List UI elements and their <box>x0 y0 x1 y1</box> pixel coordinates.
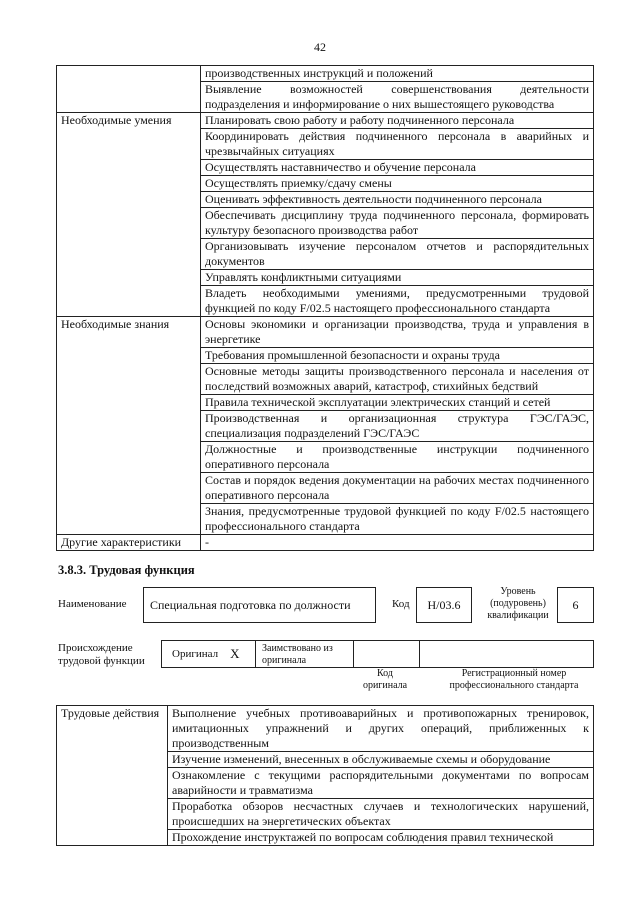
level-value-box <box>557 587 594 623</box>
actions-item: Прохождение инструктажей по вопросам соблюдения правил технической <box>168 830 594 846</box>
section-title: 3.8.3. Трудовая функция <box>58 563 195 577</box>
borrowed-label: Заимствовано из оригинала <box>262 643 333 666</box>
skills-item: Организовывать изучение персоналом отчетов и распорядительных документов <box>201 239 594 270</box>
name-value-box <box>143 587 376 623</box>
skills-knowledge-table <box>56 65 594 551</box>
skills-item: Владеть необходимыми умениями, предусмотренными трудовой функцией по коду F/02.5 настоящего профессионального стандарта <box>201 286 594 317</box>
knowledge-item: Требования промышленной безопасности и охраны труда <box>201 348 594 364</box>
skills-item: Управлять конфликтными ситуациями <box>201 270 594 286</box>
name-value: Специальная подготовка по должности <box>150 597 351 612</box>
knowledge-item: Правила технической эксплуатации электрических станций и сетей <box>201 395 594 411</box>
actions-label: Трудовые действия <box>57 706 168 846</box>
skills-label: Необходимые умения <box>57 113 201 317</box>
other-label: Другие характеристики <box>57 535 201 551</box>
original-label: Оригинал <box>172 648 219 660</box>
code-original-box <box>353 640 420 668</box>
other-row <box>57 535 594 551</box>
code-value-box <box>416 587 472 623</box>
skills-item: Оценивать эффективность деятельности подчиненного персонала <box>201 192 594 208</box>
page-number: 42 <box>314 40 326 54</box>
skills-item: Осуществлять приемку/сдачу смены <box>201 176 594 192</box>
knowledge-label: Необходимые знания <box>57 317 201 535</box>
actions-item: Выполнение учебных противоаварийных и противопожарных тренировок, имитационных упражнений и других операций, приближенных к производственным <box>168 706 594 752</box>
reg-number-label: Регистрационный номер профессионального стандарта <box>449 668 579 691</box>
continued-item: Выявление возможностей совершенствования деятельности подразделения и информирование о них вышестоящего руководства <box>201 82 594 113</box>
continued-row <box>57 66 594 82</box>
original-box <box>161 640 256 668</box>
actions-item: Изучение изменений, внесенных в обслуживаемые схемы и оборудование <box>168 752 594 768</box>
origin-label: Происхождение трудовой функции <box>58 642 145 667</box>
borrowed-box <box>255 640 354 668</box>
continued-label <box>57 66 201 113</box>
code-original-label: Код оригинала <box>362 668 408 691</box>
actions-item: Ознакомление с текущими распорядительными документами по вопросам аварийности и травматизма <box>168 768 594 799</box>
labor-actions-table <box>56 705 594 846</box>
code-label: Код <box>392 598 410 610</box>
knowledge-item: Знания, предусмотренные трудовой функцией по коду F/02.5 настоящего профессионального стандарта <box>201 504 594 535</box>
skills-row <box>57 113 594 129</box>
original-mark: X <box>230 646 240 661</box>
level-label: Уровень (подуровень) квалификации <box>487 586 549 621</box>
name-label: Наименование <box>58 598 127 610</box>
skills-item: Осуществлять наставничество и обучение персонала <box>201 160 594 176</box>
skills-item: Обеспечивать дисциплину труда подчиненного персонала, формировать культуру безопасного производства работ <box>201 208 594 239</box>
skills-item: Координировать действия подчиненного персонала в аварийных и чрезвычайных ситуациях <box>201 129 594 160</box>
code-value: H/03.6 <box>427 597 461 612</box>
level-value: 6 <box>572 597 579 612</box>
knowledge-item: Состав и порядок ведения документации на рабочих местах подчиненного оперативного персонала <box>201 473 594 504</box>
actions-item: Проработка обзоров несчастных случаев и технологических нарушений, происшедших на энергетических объектах <box>168 799 594 830</box>
actions-row <box>57 706 594 752</box>
knowledge-item: Основы экономики и организации производства, труда и управления в энергетике <box>201 317 594 348</box>
skills-item: Планировать свою работу и работу подчиненного персонала <box>201 113 594 129</box>
continued-item: производственных инструкций и положений <box>201 66 594 82</box>
knowledge-item: Основные методы защиты производственного персонала и населения от последствий возможных аварий, катастроф, стихийных бедствий <box>201 364 594 395</box>
reg-number-box <box>419 640 594 668</box>
knowledge-item: Производственная и организационная структура ГЭС/ГАЭС, специализация подразделений ГЭС/ГАЭС <box>201 411 594 442</box>
other-item: - <box>201 535 594 551</box>
knowledge-row <box>57 317 594 348</box>
knowledge-item: Должностные и производственные инструкции подчиненного оперативного персонала <box>201 442 594 473</box>
